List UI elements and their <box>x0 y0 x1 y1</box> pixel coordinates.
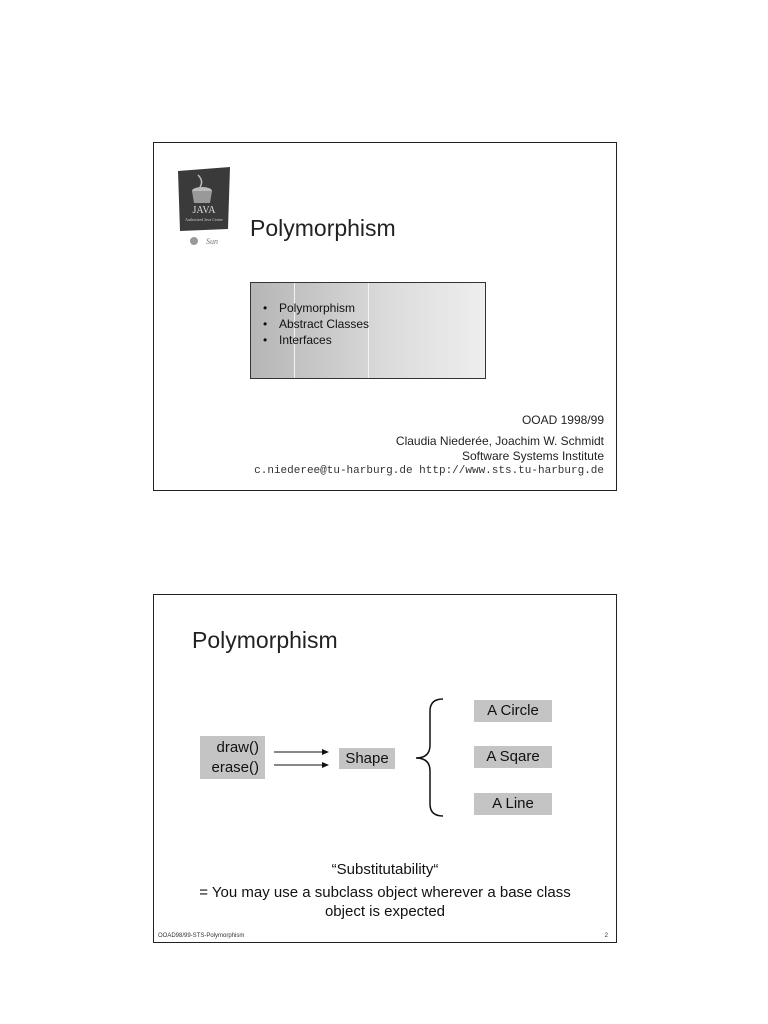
subclass-square: A Sqare <box>474 746 552 768</box>
method-erase: erase() <box>211 759 259 776</box>
logo-caption: Authorized Java Center <box>185 217 223 222</box>
logo-java-text: JAVA <box>192 205 216 216</box>
authors-names: Claudia Niederée, Joachim W. Schmidt <box>395 434 604 448</box>
course-label: OOAD 1998/99 <box>521 413 604 427</box>
bullet-item: • Abstract Classes <box>263 316 369 332</box>
bullet-box <box>250 282 486 379</box>
slide-1-title: Polymorphism <box>250 215 396 241</box>
description-text: = You may use a subclass object wherever a base class object is expected <box>199 884 571 920</box>
slide-1 <box>153 142 617 491</box>
substitutability-description <box>154 883 616 921</box>
subclass-circle: A Circle <box>474 700 552 722</box>
curly-brace-icon <box>416 699 443 816</box>
subclass-line: A Line <box>474 793 552 815</box>
bullet-list <box>263 300 369 348</box>
contact-line: c.niederee@tu-harburg.de http://www.sts.tu-harburg.de <box>254 465 604 477</box>
page-number: 2 <box>604 933 608 939</box>
footer-course: OOAD98/99-STS-Polymorphism <box>158 933 245 939</box>
slide-2-title: Polymorphism <box>192 627 338 653</box>
methods-box <box>200 736 265 779</box>
authors-block <box>396 434 604 464</box>
slide-2 <box>153 594 617 943</box>
logo-brand: Sun <box>206 237 218 246</box>
institute-name: Software Systems Institute <box>461 449 604 463</box>
substitutability-title: “Substitutability“ <box>331 861 439 878</box>
shape-box: Shape <box>339 748 395 769</box>
bullet-item: • Interfaces <box>263 332 369 348</box>
java-logo-icon <box>178 167 230 249</box>
bullet-item: • Polymorphism <box>263 300 369 316</box>
method-draw: draw() <box>216 739 259 756</box>
